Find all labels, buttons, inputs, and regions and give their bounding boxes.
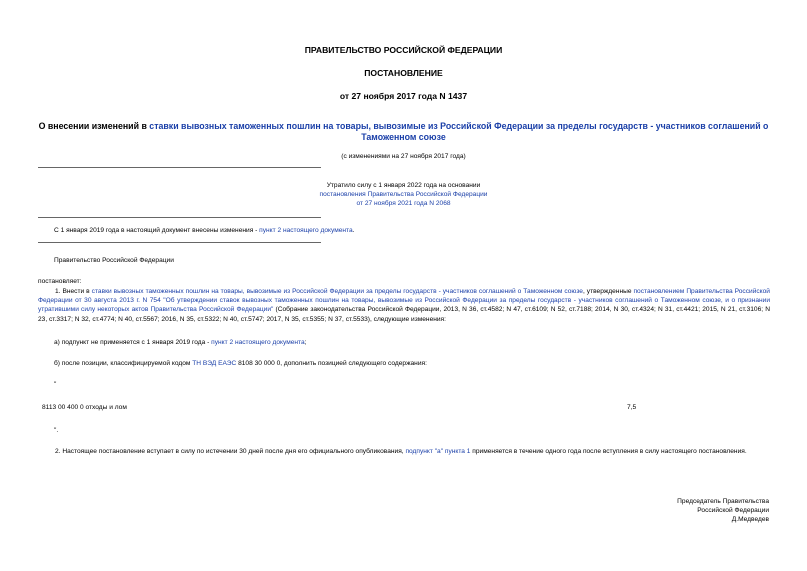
document-date-heading: от 27 ноября 2017 года N 1437	[339, 91, 468, 101]
change-note-end: .	[352, 227, 355, 234]
p1-decree-link[interactable]: постановлением Правительства Российской Федерации от 30 августа 2013 г. N 754 "Об утверждении ставок вывозных таможенных пошлин на товары, вывозимые из Российской Федерации за пределы государств - участников соглашений о Таможенном союзе, и о признании утратившими силу некоторых актов Правительства Российской Федерации"	[38, 288, 770, 314]
sub-a-end: ;	[304, 339, 307, 346]
expiry-line-1: Утратило силу с 1 января 2022 года на основании	[326, 182, 481, 189]
document-type-heading: ПОСТАНОВЛЕНИЕ	[364, 68, 443, 78]
sub-b-text-b: 8108 30 000 0, дополнить позицией следующего содержания:	[236, 360, 427, 367]
p2-text-a: 2. Настоящее постановление вступает в силу по истечении 30 дней после дня его официального опубликования,	[55, 448, 406, 455]
paragraph-2	[38, 447, 770, 456]
divider	[38, 167, 321, 168]
p2-link[interactable]: подпункт "а" пункта 1	[405, 448, 471, 455]
sub-b-text-a: б) после позиции, классифицируемой кодом	[54, 360, 193, 367]
table-row-rate: 7,5	[627, 404, 637, 411]
table-row-code: 8113 00 400 0 отходы и лом	[42, 404, 127, 411]
p1-text-b: , утвержденные	[582, 288, 634, 295]
change-note	[54, 226, 355, 235]
quote-close: ".	[54, 427, 59, 434]
signature-block	[677, 497, 769, 525]
signature-title-2: Российской Федерации	[697, 507, 769, 515]
tnved-link[interactable]: ТН ВЭД ЕАЭС	[192, 360, 237, 367]
decides-line: постановляет:	[38, 278, 82, 285]
paragraph-1	[38, 287, 770, 324]
signature-name: Д.Медведев	[731, 516, 769, 524]
document-title	[30, 121, 777, 143]
government-line: Правительство Российской Федерации	[54, 257, 174, 264]
signature-title: Председатель Правительства	[677, 498, 769, 505]
expiry-decree-link[interactable]: постановления Правительства Российской Федерации	[319, 191, 488, 199]
divider	[38, 242, 321, 243]
p1-rates-link[interactable]: ставки вывозных таможенных пошлин на товары, вывозимые из Российской Федерации за пределы государств - участников соглашений о Таможенном союзе	[91, 288, 583, 295]
title-link[interactable]: ставки вывозных таможенных пошлин на товары, вывозимые из Российской Федерации за пределы государств - участников соглашений о Таможенном союзе	[149, 121, 769, 142]
p2-text-b: применяется в течение одного года после вступления в силу настоящего постановления.	[470, 448, 747, 455]
sub-a-text: а) подпункт не применяется с 1 января 2019 года -	[54, 339, 212, 346]
revision-note: (с изменениями на 27 ноября 2017 года)	[341, 153, 466, 160]
title-prefix: О внесении изменений в	[38, 121, 150, 131]
subparagraph-a	[54, 338, 307, 347]
subparagraph-b	[54, 359, 427, 368]
change-note-text: С 1 января 2019 года в настоящий документ внесены изменения -	[54, 227, 260, 234]
change-note-link[interactable]: пункт 2 настоящего документа	[259, 227, 353, 234]
divider	[38, 217, 321, 218]
government-heading: ПРАВИТЕЛЬСТВО РОССИЙСКОЙ ФЕДЕРАЦИИ	[304, 45, 503, 55]
p1-text-c: (Собрание законодательства Российской Федерации, 2013, N 36, ст.4582; N 47, ст.6109; N 52, ст.7188; 2014, N 30, ст.4324; N 31, ст.4421; 2015, N 21, ст.3106; N 23, ст.3317; N 32, ст.4774; N 40, ст.5567; 2016, N 35, ст.5322; N 40, ст.5747; 2017, N 35, ст.5355; N 37, ст.5533), следующие изменения:	[38, 306, 770, 323]
p1-text-a: 1. Внести в	[55, 288, 92, 295]
quote-open: "	[54, 381, 57, 388]
expiry-note	[262, 181, 545, 209]
expiry-decree-date-link[interactable]: от 27 ноября 2021 года N 2068	[356, 200, 451, 208]
sub-a-link[interactable]: пункт 2 настоящего документа	[211, 339, 305, 346]
